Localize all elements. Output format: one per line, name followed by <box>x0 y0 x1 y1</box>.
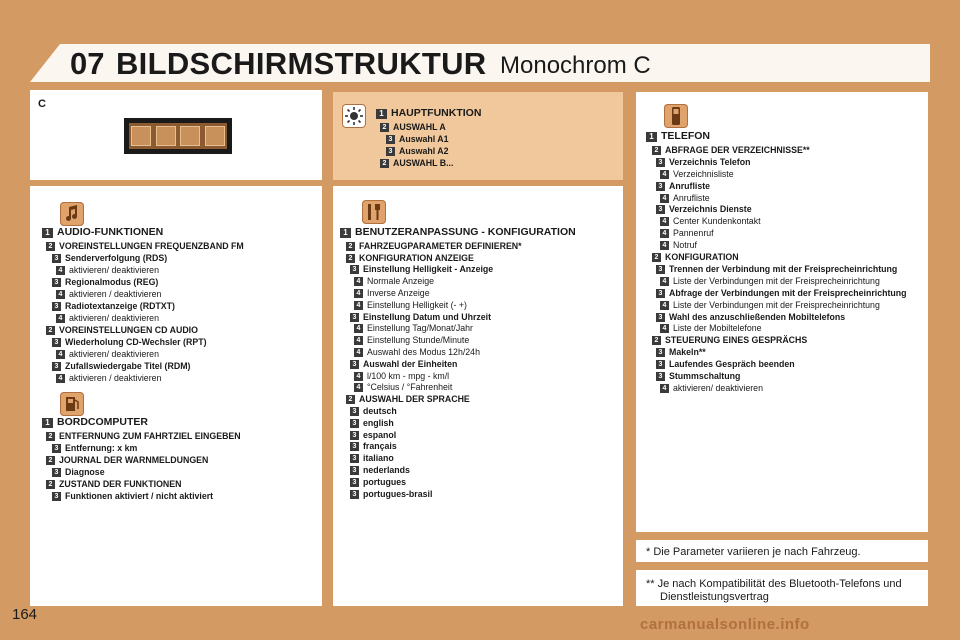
level-badge: 3 <box>52 492 61 501</box>
list-item-label: KONFIGURATION <box>665 252 739 262</box>
level-badge: 3 <box>52 468 61 477</box>
list-item-label: italiano <box>363 453 394 464</box>
list-item-label: aktivieren/ deaktivieren <box>69 265 159 275</box>
list-item-label: KONFIGURATION ANZEIGE <box>359 252 474 263</box>
list-item-label: aktivieren / deaktivieren <box>69 373 162 383</box>
list-item-label: portugues-brasil <box>363 488 433 499</box>
level-badge: 3 <box>350 454 359 463</box>
level-badge: 2 <box>46 480 55 489</box>
phone-icon <box>664 104 688 128</box>
list-item-level-4 <box>56 313 159 324</box>
note-bluetooth-line1: ** Je nach Kompatibilität des Bluetooth-Telefons und <box>646 578 902 590</box>
watermark-text: carmanualsonline.info <box>640 616 810 633</box>
list-item-level-3 <box>350 453 394 464</box>
list-item-level-3 <box>350 465 410 476</box>
list-item-level-3 <box>52 491 213 502</box>
list-item-level-4 <box>660 323 762 334</box>
level-badge: 3 <box>656 348 665 357</box>
level-badge: 2 <box>46 326 55 335</box>
list-item-level-1 <box>376 108 481 119</box>
list-item-label: Verzeichnis Telefon <box>669 156 751 167</box>
list-item-level-4 <box>354 382 452 393</box>
level-badge: 3 <box>656 289 665 298</box>
list-item-level-4 <box>354 276 434 287</box>
level-badge: 2 <box>46 456 55 465</box>
list-item-label: ABFRAGE DER VERZEICHNISSE** <box>665 144 810 155</box>
list-item-level-3 <box>350 264 493 275</box>
level-badge: 1 <box>42 228 53 238</box>
level-badge: 4 <box>56 374 65 383</box>
level-badge: 3 <box>350 490 359 499</box>
list-item-level-4 <box>56 289 161 300</box>
list-item-label: Zufallswiedergabe Titel (RDM) <box>65 361 191 371</box>
list-item-label: AUDIO-FUNKTIONEN <box>57 226 164 238</box>
list-item-level-3 <box>350 418 394 429</box>
list-item-level-4 <box>660 383 763 394</box>
list-item-level-3 <box>656 347 706 358</box>
level-badge: 3 <box>656 372 665 381</box>
level-badge: 1 <box>42 418 53 428</box>
list-item-label: Auswahl der Einheiten <box>363 358 458 369</box>
level-badge: 3 <box>52 278 61 287</box>
list-item-label: Auswahl A1 <box>399 134 449 144</box>
list-item-level-4 <box>660 228 714 239</box>
list-item-level-2 <box>346 241 522 252</box>
note-bluetooth-line2: Dienstleistungsvertrag <box>660 591 769 603</box>
level-badge: 4 <box>354 301 363 310</box>
list-item-label: Normale Anzeige <box>367 276 434 287</box>
level-badge: 4 <box>660 324 669 333</box>
list-item-level-2 <box>46 431 241 442</box>
level-badge: 2 <box>652 146 661 155</box>
chapter-number: 07 <box>70 46 105 81</box>
level-badge: 4 <box>660 170 669 179</box>
list-item-level-3 <box>386 146 449 157</box>
list-item-label: Einstellung Tag/Monat/Jahr <box>367 323 473 334</box>
level-badge: 4 <box>660 301 669 310</box>
list-item-level-3 <box>656 181 710 192</box>
list-item-label: Notruf <box>673 240 697 251</box>
list-item-level-3 <box>656 264 897 275</box>
level-badge: 2 <box>380 123 389 132</box>
list-item-level-4 <box>660 276 880 287</box>
note-parameters: * Die Parameter variieren je nach Fahrzeug. <box>646 546 861 558</box>
sun-icon <box>342 104 366 128</box>
list-item-level-3 <box>52 253 167 264</box>
display-screen-image <box>124 118 232 154</box>
list-item-level-2 <box>346 394 470 405</box>
list-item-label: Entfernung: x km <box>65 443 138 453</box>
list-item-level-4 <box>354 371 449 382</box>
list-item-level-2 <box>380 122 446 133</box>
list-item-level-3 <box>656 157 750 168</box>
level-badge: 4 <box>56 350 65 359</box>
list-item-label: Diagnose <box>65 467 105 477</box>
list-item-level-4 <box>354 347 480 358</box>
level-badge: 4 <box>660 277 669 286</box>
list-item-level-2 <box>380 158 453 169</box>
list-item-level-3 <box>52 467 105 478</box>
list-item-level-1 <box>340 227 576 238</box>
list-item-label: aktivieren/ deaktivieren <box>673 382 763 393</box>
list-item-label: français <box>363 441 397 452</box>
list-item-level-2 <box>652 335 807 346</box>
list-item-label: AUSWAHL A <box>393 122 446 132</box>
level-badge: 3 <box>656 360 665 369</box>
level-badge: 3 <box>350 265 359 274</box>
list-item-label: Auswahl des Modus 12h/24h <box>367 347 480 357</box>
level-badge: 4 <box>354 336 363 345</box>
level-badge: 3 <box>350 419 359 428</box>
level-badge: 3 <box>350 442 359 451</box>
level-badge: 4 <box>660 241 669 250</box>
list-item-level-2 <box>46 325 198 336</box>
list-item-label: AUSWAHL DER SPRACHE <box>359 394 470 405</box>
level-badge: 2 <box>346 242 355 251</box>
list-item-label: aktivieren / deaktivieren <box>69 289 162 299</box>
list-item-label: Abfrage der Verbindungen mit der Freisprecheinrichtung <box>669 287 907 298</box>
list-item-level-3 <box>52 277 158 288</box>
page-title: BILDSCHIRMSTRUKTUR <box>116 46 487 81</box>
list-item-label: Stummschaltung <box>669 371 741 381</box>
level-badge: 1 <box>340 228 351 238</box>
list-item-label: TELEFON <box>661 130 710 142</box>
list-item-level-2 <box>652 252 739 263</box>
list-item-level-4 <box>56 373 161 384</box>
list-item-level-4 <box>660 240 697 251</box>
list-item-label: aktivieren/ deaktivieren <box>69 313 159 323</box>
list-item-label: espanol <box>363 429 397 440</box>
level-badge: 3 <box>52 338 61 347</box>
list-item-label: Center Kundenkontakt <box>673 216 761 227</box>
level-badge: 3 <box>656 265 665 274</box>
level-badge: 3 <box>656 313 665 322</box>
main-function-panel <box>333 92 623 180</box>
list-item-level-3 <box>656 359 795 370</box>
list-item-label: BORDCOMPUTER <box>57 416 148 428</box>
level-badge: 1 <box>376 109 387 119</box>
list-item-label: english <box>363 417 394 428</box>
list-item-level-4 <box>660 300 880 311</box>
list-item-label: nederlands <box>363 465 410 475</box>
level-badge: 4 <box>660 194 669 203</box>
level-badge: 3 <box>350 466 359 475</box>
tools-icon <box>362 200 386 224</box>
fuel-pump-icon <box>60 392 84 416</box>
list-item-level-1 <box>42 417 148 428</box>
level-badge: 4 <box>354 289 363 298</box>
level-badge: 2 <box>380 159 389 168</box>
list-item-level-4 <box>354 300 467 311</box>
list-item-label: Radiotextanzeige (RDTXT) <box>65 301 175 311</box>
list-item-label: Einstellung Helligkeit (- +) <box>367 299 467 310</box>
list-item-level-3 <box>52 361 190 372</box>
level-badge: 2 <box>652 253 661 262</box>
level-badge: 4 <box>354 324 363 333</box>
list-item-label: Anrufliste <box>673 192 710 203</box>
list-item-level-1 <box>42 227 163 238</box>
list-item-label: Laufendes Gespräch beenden <box>669 359 795 370</box>
level-badge: 3 <box>52 362 61 371</box>
level-badge: 3 <box>52 444 61 453</box>
level-badge: 4 <box>660 229 669 238</box>
level-badge: 4 <box>354 277 363 286</box>
list-item-level-4 <box>660 216 761 227</box>
level-badge: 3 <box>350 431 359 440</box>
list-item-label: VOREINSTELLUNGEN CD AUDIO <box>59 325 198 335</box>
level-badge: 1 <box>646 132 657 142</box>
list-item-label: Anrufliste <box>669 180 711 191</box>
list-item-label: Auswahl A2 <box>399 146 449 156</box>
list-item-label: ZUSTAND DER FUNKTIONEN <box>59 479 182 489</box>
list-item-label: Senderverfolgung (RDS) <box>65 253 168 263</box>
list-item-label: Verzeichnis Dienste <box>669 204 752 215</box>
list-item-label: Liste der Mobiltelefone <box>673 323 762 334</box>
list-item-label: Funktionen aktiviert / nicht aktiviert <box>65 491 214 501</box>
list-item-label: Liste der Verbindungen mit der Freisprecheinrichtung <box>673 275 880 286</box>
list-item-level-2 <box>346 253 474 264</box>
list-item-label: Einstellung Helligkeit - Anzeige <box>363 264 494 275</box>
level-badge: 3 <box>656 205 665 214</box>
list-item-level-3 <box>350 430 396 441</box>
list-item-label: Makeln** <box>669 347 706 358</box>
list-item-label: l/100 km - mpg - km/l <box>367 370 450 381</box>
list-item-label: STEUERUNG EINES GESPRÄCHS <box>665 335 808 346</box>
level-badge: 2 <box>346 395 355 404</box>
level-badge: 3 <box>350 478 359 487</box>
list-item-level-4 <box>56 265 159 276</box>
list-item-level-3 <box>386 134 449 145</box>
level-badge: 4 <box>354 348 363 357</box>
list-item-level-3 <box>350 489 432 500</box>
list-item-level-3 <box>52 337 207 348</box>
level-badge: 4 <box>354 383 363 392</box>
level-badge: 2 <box>46 432 55 441</box>
list-item-level-4 <box>354 288 430 299</box>
list-item-label: Wiederholung CD-Wechsler (RPT) <box>65 337 207 347</box>
level-badge: 4 <box>56 266 65 275</box>
list-item-label: Einstellung Datum und Uhrzeit <box>363 311 492 322</box>
list-item-level-3 <box>656 371 740 382</box>
list-item-level-4 <box>56 349 159 360</box>
list-item-label: Wahl des anzuschließenden Mobiltelefons <box>669 311 846 322</box>
list-item-level-4 <box>660 169 734 180</box>
list-item-label: HAUPTFUNKTION <box>391 107 482 119</box>
list-item-label: Liste der Verbindungen mit der Freisprecheinrichtung <box>673 299 880 310</box>
list-item-label: FAHRZEUGPARAMETER DEFINIEREN* <box>359 240 522 251</box>
list-item-level-1 <box>646 131 710 142</box>
level-badge: 3 <box>350 407 359 416</box>
list-item-label: Verzeichnisliste <box>673 168 734 179</box>
list-item-level-3 <box>656 288 907 299</box>
list-item-level-4 <box>354 335 469 346</box>
level-badge: 3 <box>656 182 665 191</box>
list-item-label: VOREINSTELLUNGEN FREQUENZBAND FM <box>59 241 244 251</box>
level-badge: 3 <box>52 254 61 263</box>
level-badge: 4 <box>56 290 65 299</box>
list-item-label: aktivieren/ deaktivieren <box>69 349 159 359</box>
list-item-level-2 <box>46 455 208 466</box>
list-item-label: Inverse Anzeige <box>367 288 430 298</box>
list-item-level-3 <box>52 443 137 454</box>
list-item-level-3 <box>350 441 397 452</box>
music-note-icon <box>60 202 84 226</box>
list-item-label: portugues <box>363 476 407 487</box>
level-badge: 4 <box>56 314 65 323</box>
level-badge: 2 <box>346 254 355 263</box>
list-item-label: AUSWAHL B... <box>393 158 454 168</box>
level-badge: 4 <box>354 372 363 381</box>
list-item-level-3 <box>350 312 491 323</box>
page-subtitle: Monochrom C <box>500 52 651 79</box>
level-badge: 4 <box>660 217 669 226</box>
list-item-level-3 <box>350 359 457 370</box>
list-item-level-4 <box>354 323 473 334</box>
level-badge: 2 <box>652 336 661 345</box>
list-item-label: °Celsius / °Fahrenheit <box>367 382 453 393</box>
level-badge: 3 <box>350 313 359 322</box>
list-item-level-2 <box>46 479 182 490</box>
level-badge: 3 <box>386 135 395 144</box>
level-badge: 3 <box>656 158 665 167</box>
list-item-level-3 <box>656 204 752 215</box>
list-item-level-4 <box>660 193 710 204</box>
level-badge: 3 <box>52 302 61 311</box>
list-item-level-2 <box>652 145 810 156</box>
list-item-label: ENTFERNUNG ZUM FAHRTZIEL EINGEBEN <box>59 431 241 441</box>
list-item-level-3 <box>52 301 175 312</box>
list-item-level-3 <box>656 312 845 323</box>
list-item-level-3 <box>350 477 406 488</box>
page-number: 164 <box>12 606 38 623</box>
level-badge: 4 <box>660 384 669 393</box>
list-item-label: Pannenruf <box>673 228 714 239</box>
list-item-label: BENUTZERANPASSUNG - KONFIGURATION <box>355 226 576 238</box>
list-item-level-2 <box>46 241 244 252</box>
list-item-label: Regionalmodus (REG) <box>65 277 159 287</box>
list-item-label: Trennen der Verbindung mit der Freisprecheinrichtung <box>669 263 898 274</box>
level-badge: 3 <box>386 147 395 156</box>
display-label: C <box>38 98 46 110</box>
level-badge: 3 <box>350 360 359 369</box>
list-item-level-3 <box>350 406 397 417</box>
list-item-label: JOURNAL DER WARNMELDUNGEN <box>59 455 209 465</box>
list-item-label: deutsch <box>363 406 397 416</box>
list-item-label: Einstellung Stunde/Minute <box>367 335 470 346</box>
level-badge: 2 <box>46 242 55 251</box>
